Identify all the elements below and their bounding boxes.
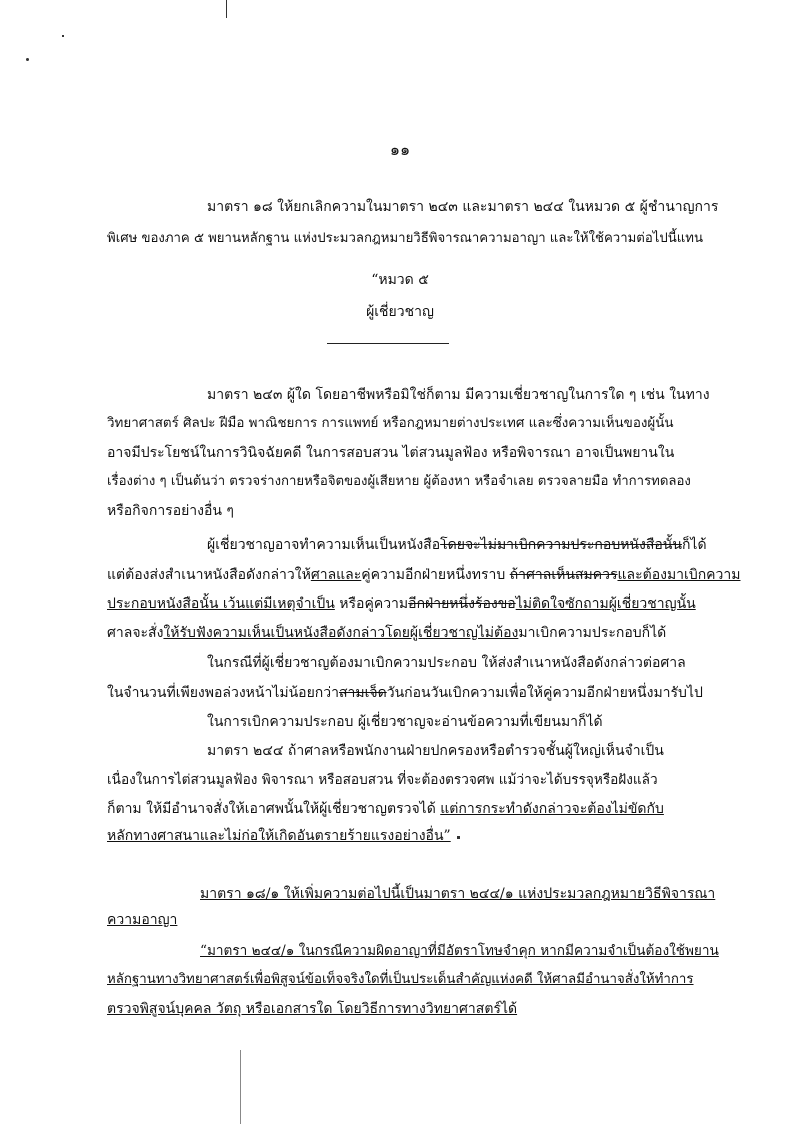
s243-p2-l2-c: คู่ความอีกฝ่ายหนึ่งทราบ — [361, 567, 510, 583]
scan-mark-left — [26, 58, 29, 61]
chapter-title: “หมวด ๕ — [371, 272, 429, 288]
s18-1-line-1: มาตรา ๑๘/๑ ให้เพิ่มความต่อไปนี้เป็นมาตรา ๒๔๔/๑ แห่งประมวลกฎหมายวิธีพิจารณา — [200, 886, 716, 902]
s243-p3-line-2 — [107, 683, 703, 703]
s244-line-4: หลักทางศาสนาและไม่ก่อให้เกิดอันตรายร้ายแรงอย่างอื่น” — [107, 828, 451, 844]
separator-line — [327, 343, 449, 344]
section-18-line-2: พิเศษ ของภาค ๕ พยานหลักฐาน แห่งประมวลกฎหมายวิธีพิจารณาความอาญา และให้ใช้ความต่อไปนี้แทน — [107, 231, 704, 246]
s243-p2-l3-inserted-2: ไม่ติดใจซักถามผู้เชี่ยวชาญนั้น — [515, 596, 696, 612]
scan-mark-top — [226, 0, 227, 18]
s243-p2-l2-deleted: ถ้าศาลเห็นสมควร — [509, 567, 618, 583]
s243-p1-line-2: วิทยาศาสตร์ ศิลปะ ฝีมือ พาณิชยการ การแพทย์ หรือกฎหมายต่างประเทศ และซึ่งความเห็นของผู้นั้น — [107, 416, 674, 431]
s243-p2-l1-deleted: โดยจะไม่มาเบิกความประกอบหนังสือนั้น — [440, 537, 682, 553]
scan-mark-right-dot — [457, 836, 460, 839]
s243-p2-line-3 — [107, 594, 696, 614]
s244-l3-inserted: แต่การกระทำดังกล่าวจะต้องไม่ขัดกับ — [440, 801, 664, 817]
s244-line-1: มาตรา ๒๔๔ ถ้าศาลหรือพนักงานฝ่ายปกครองหรือตำรวจชั้นผู้ใหญ่เห็นจำเป็น — [207, 743, 664, 759]
s244-line-2: เนื่องในการไต่สวนมูลฟ้อง พิจารณา หรือสอบสวน ที่จะต้องตรวจศพ แม้ว่าจะได้บรรจุหรือฝังแล้ว — [107, 772, 658, 788]
s244-1-line-1: “มาตรา ๒๔๔/๑ ในกรณีความผิดอาญาที่มีอัตราโทษจำคุก หากมีความจำเป็นต้องใช้พยาน — [200, 943, 719, 959]
s243-p2-l3-deleted: อีกฝ่ายหนึ่งร้องขอ — [408, 596, 516, 612]
s243-p1-line-3: อาจมีประโยชน์ในการวินิจฉัยคดี ในการสอบสวน ไต่สวนมูลฟ้อง หรือพิจารณา อาจเป็นพยานใน — [107, 445, 675, 461]
s243-p3-line-1: ในกรณีที่ผู้เชี่ยวชาญต้องมาเบิกความประกอบ ให้ส่งสำเนาหนังสือดังกล่าวต่อศาล — [207, 655, 686, 671]
page-number: ๑๑ — [389, 140, 411, 159]
s243-p2-l3-b: หรือคู่ความ — [334, 596, 409, 612]
scan-mark-bottom — [240, 1050, 241, 1124]
s243-p1-line-1: มาตรา ๒๔๓ ผู้ใด โดยอาชีพหรือมิใช่ก็ตาม มีความเชี่ยวชาญในการใด ๆ เช่น ในทาง — [207, 387, 710, 403]
s243-p3-l2-amended: สามเจ็ด — [338, 685, 387, 701]
s243-p3-l2-a: ในจำนวนที่เพียงพอล่วงหน้าไม่น้อยกว่า — [107, 685, 339, 701]
section-18-line-1: มาตรา ๑๘ ให้ยกเลิกความในมาตรา ๒๔๓ และมาตรา ๒๔๔ ในหมวด ๕ ผู้ชำนาญการ — [207, 199, 719, 215]
s243-p2-l4-a: ศาลจะสั่ง — [107, 625, 164, 641]
s243-p2-line-2 — [107, 565, 741, 585]
s244-1-line-3: ตรวจพิสูจน์บุคคล วัตถุ หรือเอกสารใด โดยวิธีการทางวิทยาศาสตร์ได้ — [107, 1001, 518, 1017]
s243-p2-line-4 — [107, 623, 666, 643]
s243-p2-l2-inserted-2: และต้องมาเบิกความ — [617, 567, 741, 583]
scan-mark-dot — [62, 35, 64, 37]
s243-p2-l1-a: ผู้เชี่ยวชาญอาจทำความเห็นเป็นหนังสือ — [207, 537, 441, 553]
s243-p4: ในการเบิกความประกอบ ผู้เชี่ยวชาญจะอ่านข้อความที่เขียนมาก็ได้ — [207, 714, 603, 730]
s243-p1-line-5: หรือกิจการอย่างอื่น ๆ — [107, 503, 234, 519]
s243-p2-l3-inserted: ประกอบหนังสือนั้น เว้นแต่มีเหตุจำเป็น — [107, 596, 335, 612]
s243-p1-line-4: เรื่องต่าง ๆ เป็นต้นว่า ตรวจร่างกายหรือจิตของผู้เสียหาย ผู้ต้องหา หรือจำเลย ตรวจลายมือ ทำการทดลอง — [107, 474, 691, 489]
s243-p2-l4-c: มาเบิกความประกอบก็ได้ — [518, 625, 667, 641]
s243-p3-l2-c: วันก่อนวันเบิกความเพื่อให้คู่ความอีกฝ่ายหนึ่งมารับไป — [386, 685, 703, 701]
chapter-subtitle: ผู้เชี่ยวชาญ — [366, 304, 434, 320]
s244-1-line-2: หลักฐานทางวิทยาศาสตร์เพื่อพิสูจน์ข้อเท็จจริงใดที่เป็นประเด็นสำคัญแห่งคดี ให้ศาลมีอำนาจสั่งให้ทำการ — [107, 972, 694, 987]
s244-line-3 — [107, 799, 664, 819]
s243-p2-line-1 — [207, 535, 707, 555]
s243-p2-l1-c: ก็ได้ — [681, 537, 707, 553]
s243-p2-l4-inserted: ให้รับฟังความเห็นเป็นหนังสือดังกล่าวโดยผู้เชี่ยวชาญไม่ต้อง — [163, 625, 519, 641]
s243-p2-l2-inserted: ศาลและ — [310, 567, 362, 583]
s18-1-line-2: ความอาญา — [107, 912, 178, 928]
s243-p2-l2-a: แต่ต้องส่งสำเนาหนังสือดังกล่าวให้ — [107, 567, 311, 583]
s244-l3-a: ก็ตาม ให้มีอำนาจสั่งให้เอาศพนั้นให้ผู้เชี่ยวชาญตรวจได้ — [107, 801, 441, 817]
